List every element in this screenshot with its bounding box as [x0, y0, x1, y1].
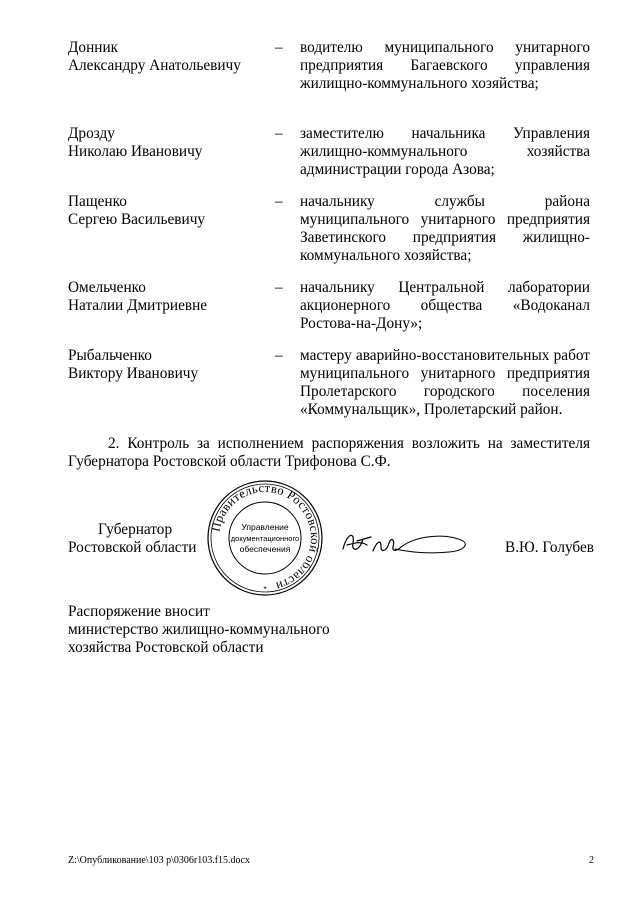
recipient-surname: Дрозду: [68, 125, 115, 142]
control-paragraph: [68, 435, 590, 471]
dash: –: [275, 193, 283, 210]
submitted-by-line1: Распоряжение вносит: [68, 603, 210, 620]
dash: –: [275, 347, 283, 364]
dash: –: [275, 125, 283, 142]
page-number: 2: [589, 855, 594, 866]
submitted-by-line3: хозяйства Ростовской области: [68, 639, 264, 656]
signatory-title: [68, 521, 208, 557]
signer-name: В.Ю. Голубев: [505, 539, 595, 556]
seal-star: *: [263, 585, 267, 594]
signatory-title-line1: Губернатор: [98, 521, 173, 538]
recipient-position: заместителю начальника Управления жилищно-коммунального хозяйства администрации города Азова;: [300, 125, 590, 178]
seal-ring-text: Правительство Ростовской области: [208, 480, 323, 594]
recipient-given-names: Александру Анатольевичу: [68, 57, 241, 74]
recipient-position: водителю муниципального унитарного предприятия Багаевского управления жилищно-коммунального хозяйства;: [300, 39, 590, 92]
recipient-position: начальнику службы района муниципального унитарного предприятия Заветинского предприятия жилищно-коммунального хозяйства;: [300, 193, 590, 264]
recipient-given-names: Сергею Васильевичу: [68, 211, 206, 228]
seal-inner-line3: обеспечения: [239, 544, 291, 554]
recipient-name: [68, 193, 268, 229]
dash: –: [275, 39, 283, 56]
control-paragraph-text: 2. Контроль за исполнением распоряжения возложить на заместителя Губернатора Ростовской области Трифонова С.Ф.: [68, 435, 590, 470]
recipient-position: мастеру аварийно-восстановительных работ муниципального унитарного предприятия Пролетарского городского поселения «Коммунальщик», Пролетарский район.: [300, 347, 590, 418]
recipient-name: [68, 39, 268, 75]
recipient-name: [68, 347, 268, 383]
recipient-name: [68, 279, 268, 315]
recipient-name: [68, 125, 268, 161]
recipient-given-names: Наталии Дмитриевне: [68, 297, 208, 314]
official-seal: [205, 478, 325, 598]
signatory-title-line2: Ростовской области: [68, 539, 197, 556]
dash: –: [275, 279, 283, 296]
recipient-surname: Рыбальченко: [68, 347, 152, 364]
seal-inner-line2: документационного: [230, 534, 300, 543]
recipient-surname: Омельченко: [68, 279, 146, 296]
file-path: Z:\Опубликование\103 р\0306r103.f15.docx: [68, 855, 250, 866]
recipient-given-names: Николаю Ивановичу: [68, 143, 203, 160]
recipient-position: начальнику Центральной лаборатории акционерного общества «Водоканал Ростова-на-Дону»;: [300, 279, 590, 332]
seal-inner-line1: Управление: [241, 522, 289, 532]
submitted-by-note: [68, 603, 330, 657]
recipient-given-names: Виктору Ивановичу: [68, 365, 199, 382]
recipient-surname: Пащенко: [68, 193, 127, 210]
handwritten-signature: [337, 521, 477, 561]
recipient-surname: Донник: [68, 39, 119, 56]
submitted-by-line2: министерство жилищно-коммунального: [68, 621, 330, 638]
